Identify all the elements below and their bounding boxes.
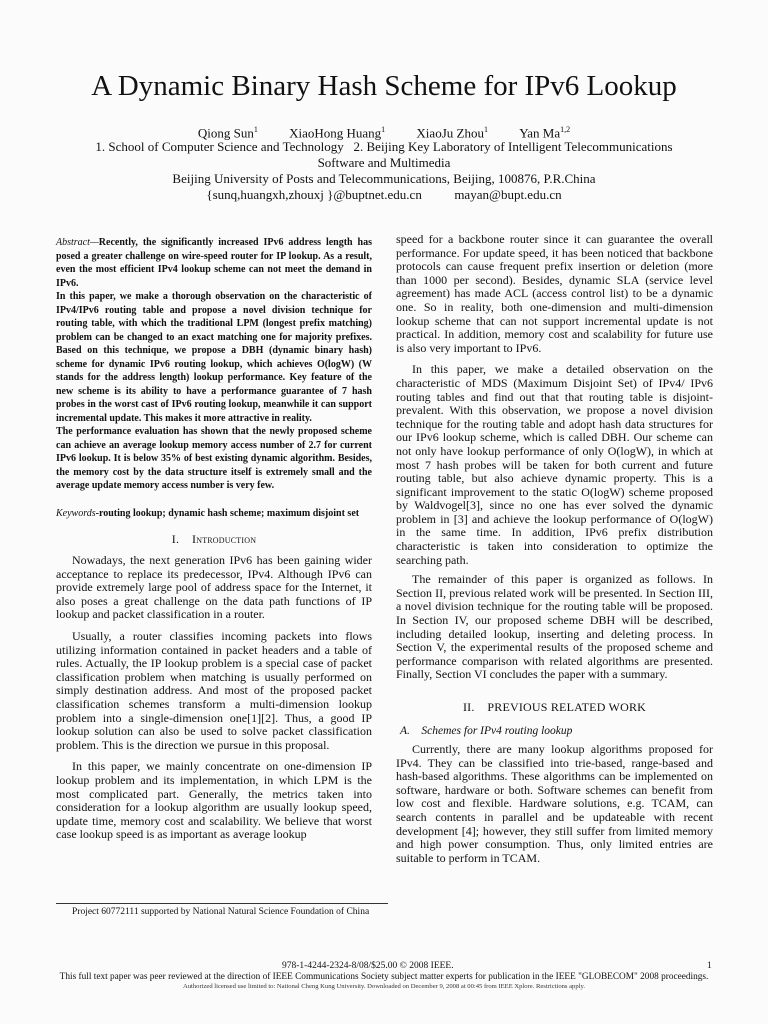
- right-column: [396, 233, 713, 865]
- affiliation-line: Beijing University of Posts and Telecommunications, Beijing, 100876, P.R.China: [172, 171, 596, 186]
- paragraph: The remainder of this paper is organized as follows. In Section II, previous related work will be presented. In Section III, a novel division technique for the routing table will be proposed. In Section IV, our proposed scheme DBH will be described, including detailed lookup, inserting and deleting process. In Section V, the experimental results of the proposed scheme and performance comparison with related algorithms are presented. Finally, Section VI concludes the paper with a summary.: [396, 572, 713, 682]
- subsection-heading: A. Schemes for IPv4 routing lookup: [400, 725, 573, 737]
- paragraph: speed for a backbone router since it can guarantee the overall performance. For update speed, it has been noticed that backbone protocols can cause frequent prefix insertion or deletion (more than 1000 per second). Besides, dynamic SLA (service level agreement) has made ACL (access control list) to be a dynamic one. So in reality, both one-dimension and multi-dimension lookup scheme that can not support incremental update is not practical. In addition, memory cost and scalability for future use is also very important to IPv6.: [396, 232, 713, 355]
- paragraph: Currently, there are many lookup algorithms proposed for IPv4. They can be classified into trie-based, range-based and hash-based algorithms. These algorithms can be implemented on software, hardware or both. Software schemes can benefit from low cost and flexible. Hardware solutions, e.g. TCAM, can search contents in parallel and be updateable with recent development [4]; however, they still suffer from limited memory and high power consumption. Thus, only limited entries are suitable to perform in TCAM.: [396, 742, 713, 865]
- affiliation-line: 1. School of Computer Science and Technology 2. Beijing Key Laboratory of Intelligent Telecommunications: [95, 139, 673, 154]
- footnote: Project 60772111 supported by National Natural Science Foundation of China: [72, 907, 370, 917]
- author-emails: {sunq,huangxh,zhouxj }@buptnet.edu.cn mayan@bupt.edu.cn: [206, 187, 562, 202]
- isbn-line: 978-1-4244-2324-8/08/$25.00 © 2008 IEEE.: [282, 961, 454, 971]
- section-heading: II. PREVIOUS RELATED WORK: [462, 700, 647, 714]
- paragraph: Usually, a router classifies incoming packets into flows utilizing information contained in packet headers and a table of rules. Actually, the IP lookup problem is a special case of packet classification problem when matching is usually performed on simply destination address. And most of the proposed packet classification schemes transform a multi-dimension lookup problem into a single-dimension one[1][2]. Thus, a good IP lookup solution can also be used to solve packet classification problem. This is the direction we pursue in this proposal.: [56, 628, 372, 752]
- license-note: Authorized licensed use limited to: National Cheng Kung University. Downloaded on December 9, 2008 at 00:45 from IEEE Xplore. Restrictions apply.: [182, 983, 585, 990]
- section-heading: I. Introduction: [171, 532, 257, 546]
- paragraph: In this paper, we mainly concentrate on one-dimension IP lookup problem and its implementation, in which LPM is the most complicated part. Generally, the metrics taken into consideration for a lookup algorithm are usually lookup speed, update time, memory cost and scalability. We believe that worst case lookup speed is as important as average lookup: [56, 759, 372, 842]
- keywords: Keywords-routing lookup; dynamic hash scheme; maximum disjoint set: [56, 507, 360, 519]
- left-column: [56, 236, 372, 842]
- author: Yan Ma$^{1,2}$: [519, 125, 571, 141]
- author: Qiong Sun$^1$: [197, 125, 258, 141]
- footnote-rule: [56, 903, 388, 904]
- abstract-text: Recently, the significantly increased IPv6 address length has posed a greater challenge on wire-speed router for IP lookup. As a result, even the most efficient IPv4 lookup scheme can not meet the demand in IPv6.: [56, 237, 372, 289]
- section-body: [396, 743, 713, 865]
- paper-title: A Dynamic Binary Hash Scheme for IPv6 Lookup: [91, 70, 677, 102]
- page-number: 1: [707, 961, 712, 971]
- abstract-text: The performance evaluation has shown that the newly proposed scheme can achieve an average lookup memory access number of 2.7 for current IPv6 lookup. It is below 35% of best existing dynamic algorithm. Besides, the memory cost by the data structure itself is extremely small and the average update memory access number is very few.: [56, 426, 372, 491]
- abstract-label: Abstract—: [56, 237, 99, 248]
- section-body: [396, 233, 713, 682]
- author: XiaoHong Huang$^1$: [289, 125, 386, 141]
- abstract-text: In this paper, we make a thorough observation on the characteristic of IPv4/IPv6 routing table and propose a novel division technique for routing table, with which the traditional LPM (longest prefix matching) problem can be changed to an exact matching one for majority prefixes. Based on this technique, we propose a DBH (dynamic binary hash) scheme for dynamic IPv6 routing lookup, which achieves O(logW) (W stands for the address length) lookup performance. Key feature of the new scheme is its ability to have a performance guarantee of 7 hash probes in the worst cast of IPv6 routing lookup, meanwhile it can support incremental update. This makes it more attractive in reality.: [56, 291, 372, 424]
- abstract: [56, 236, 372, 493]
- affiliation-line: Software and Multimedia: [317, 155, 451, 170]
- paragraph: Nowadays, the next generation IPv6 has been gaining wider acceptance to replace its predecessor, IPv4. Although IPv6 can provide extremely large pool of address space for the Internet, it also poses a great challenge on the data path functions of IP lookup and packet classification in a router.: [56, 553, 372, 622]
- section-body: [56, 554, 372, 842]
- keywords-label: Keywords: [56, 507, 96, 519]
- paragraph: In this paper, we make a detailed observation on the characteristic of MDS (Maximum Disjoint Set) of IPv4/ IPv6 routing tables and find out that that routing table is disjoint-prevalent. With this observation, we propose a novel division technique for the routing table and adopt hash data structures for our IPv6 lookup scheme, which is called DBH. Our scheme can not only have lookup performance of only O(logW), in which at most 7 hash probes will be taken for both current and future routing table, but also achieve dynamic property. This is a significant improvement to the static O(logW) scheme proposed by Waldvogel[3], since no one has ever solved the dynamic problem in [3] and achieve the lookup performance of O(logW) in the same time. In addition, IPv6 prefix distribution characteristic is taken into consideration to optimize the searching path.: [396, 362, 713, 567]
- author: XiaoJu Zhou$^1$: [416, 125, 488, 141]
- review-note: This full text paper was peer reviewed at the direction of IEEE Communications Society subject matter experts for publication in the IEEE "GLOBECOM" 2008 proceedings.: [59, 972, 709, 982]
